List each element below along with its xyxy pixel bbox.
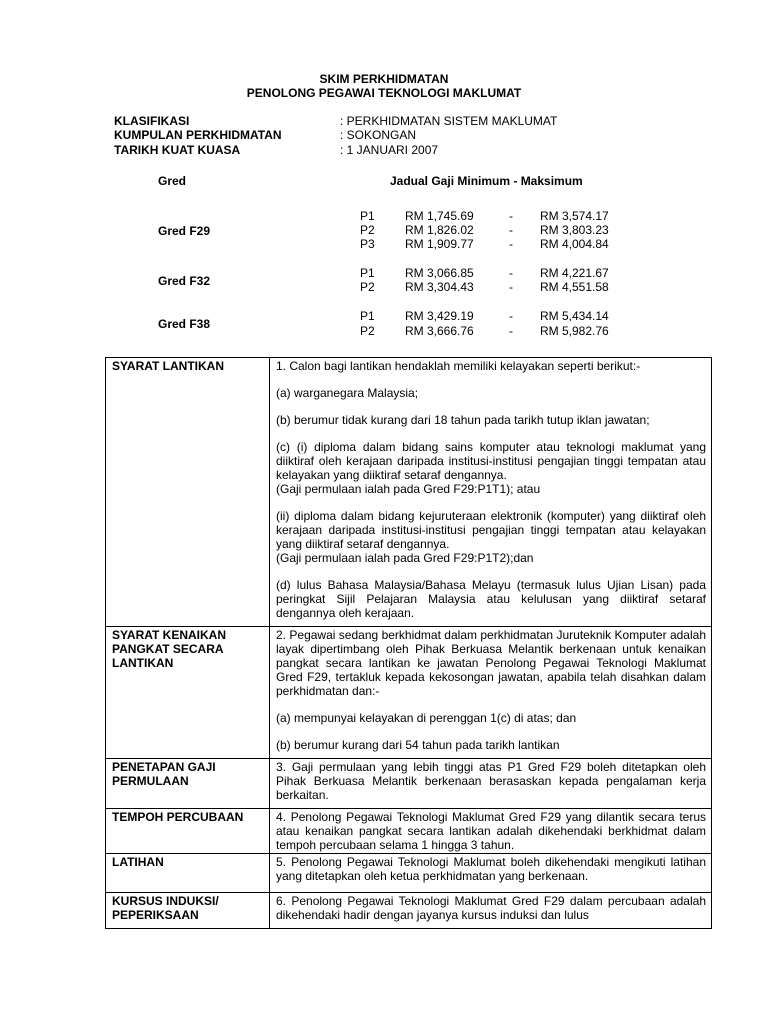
paragraph: (a) warganegara Malaysia; (276, 386, 419, 400)
salary-dash: - (509, 324, 513, 338)
salary-min: RM 1,826.02 (405, 223, 474, 237)
salary-max: RM 3,574.17 (540, 209, 609, 223)
label-kenaikan-pangkat (106, 627, 270, 759)
salary-min: RM 3,304.43 (405, 280, 474, 294)
salary-level: P2 (360, 280, 375, 294)
label-line: SYARAT KENAIKAN (112, 628, 227, 642)
salary-max: RM 4,004.84 (540, 237, 609, 251)
salary-level: P2 (360, 324, 375, 338)
content-tempoh-percubaan: 4. Penolong Pegawai Teknologi Maklumat Gred F29 yang dilantik secara terus atau kenaikan pangkat secara lantikan adalah dikehendaki berkhidmat dalam tempoh percubaan selama 1 hingga 3 tahun. (270, 809, 712, 854)
salary-level: P1 (360, 209, 375, 223)
grade-name: Gred F29 (158, 224, 211, 238)
label-line: PEPERIKSAAN (112, 908, 199, 922)
label-penetapan-gaji (106, 759, 270, 809)
paragraph: (b) berumur tidak kurang dari 18 tahun pada tarikh tutup iklan jawatan; (276, 413, 650, 427)
salary-max: RM 4,221.67 (540, 266, 609, 280)
salary-max: RM 4,551.58 (540, 280, 609, 294)
salary-min: RM 3,429.19 (405, 309, 474, 323)
paragraph: 2. Pegawai sedang berkhidmat dalam perkhidmatan Juruteknik Komputer adalah layak dipertimbang oleh Pihak Berkuasa Melantik berkenaan untuk kenaikan pangkat secara lantikan ke jawatan Penolong Pegawai Teknologi Maklumat Gred F29, tertakluk kepada kekosongan jawatan, apabila telah disahkan dalam perkhidmatan dan:- (276, 628, 706, 698)
doc-title-line2: PENOLONG PEGAWAI TEKNOLOGI MAKLUMAT (246, 86, 522, 100)
row-penetapan-gaji (106, 759, 712, 809)
meta-label-kumpulan: KUMPULAN PERKHIDMATAN (114, 128, 282, 142)
salary-dash: - (509, 223, 513, 237)
row-tempoh-percubaan (106, 809, 712, 854)
label-line: PANGKAT SECARA (112, 642, 224, 656)
salary-level: P2 (360, 223, 375, 237)
content-syarat-lantikan (270, 358, 712, 627)
paragraph: (Gaji permulaan ialah pada Gred F29:P1T1); atau (276, 482, 541, 496)
grade-name: Gred F38 (158, 317, 211, 331)
grade-name: Gred F32 (158, 274, 211, 288)
salary-max: RM 5,434.14 (540, 309, 609, 323)
salary-min: RM 3,666.76 (405, 324, 474, 338)
meta-value-kumpulan: : SOKONGAN (340, 128, 417, 142)
paragraph: (ii) diploma dalam bidang kejuruteraan elektronik (komputer) yang diiktiraf oleh kerajaan daripada institusi-institusi pengajian tinggi tempatan atau kelayakan yang diiktiraf setaraf dengannya. (276, 509, 706, 551)
salary-level: P1 (360, 266, 375, 280)
row-kursus-induksi (106, 893, 712, 929)
label-line: PERMULAAN (112, 774, 189, 788)
meta-value-tarikh: : 1 JANUARI 2007 (340, 143, 439, 157)
salary-min: RM 1,745.69 (405, 209, 474, 223)
paragraph: (a) mempunyai kelayakan di perenggan 1(c) di atas; dan (276, 711, 577, 725)
salary-dash: - (509, 209, 513, 223)
label-line: LANTIKAN (112, 656, 174, 670)
label-line: KURSUS INDUKSI/ (112, 894, 219, 908)
paragraph: (Gaji permulaan ialah pada Gred F29:P1T2);dan (276, 551, 534, 565)
label-tempoh-percubaan: TEMPOH PERCUBAAN (106, 809, 270, 854)
requirements-table (105, 357, 712, 929)
content-penetapan-gaji: 3. Gaji permulaan yang lebih tinggi atas P1 Gred F29 boleh ditetapkan oleh Pihak Berkuasa Melantik berkenaan berasaskan kepada pengalaman kerja berkaitan. (270, 759, 712, 809)
salary-max: RM 5,982.76 (540, 324, 609, 338)
salary-col-jadual: Jadual Gaji Minimum - Maksimum (390, 174, 583, 188)
salary-level: P3 (360, 237, 375, 251)
paragraph: 1. Calon bagi lantikan hendaklah memiliki kelayakan seperti berikut:- (276, 359, 641, 373)
label-kursus-induksi (106, 893, 270, 929)
label-latihan: LATIHAN (106, 854, 270, 893)
meta-value-klasifikasi: : PERKHIDMATAN SISTEM MAKLUMAT (340, 114, 558, 128)
salary-min: RM 3,066.85 (405, 266, 474, 280)
salary-min: RM 1,909.77 (405, 237, 474, 251)
content-kenaikan-pangkat (270, 627, 712, 759)
paragraph: (d) lulus Bahasa Malaysia/Bahasa Melayu (termasuk lulus Ujian Lisan) pada peringkat Sijil Pelajaran Malaysia atau kelulusan yang diiktiraf setaraf dengannya oleh kerajaan. (276, 578, 706, 620)
salary-dash: - (509, 309, 513, 323)
meta-label-klasifikasi: KLASIFIKASI (114, 114, 190, 128)
row-kenaikan-pangkat (106, 627, 712, 759)
salary-dash: - (509, 266, 513, 280)
salary-max: RM 3,803.23 (540, 223, 609, 237)
label-line: PENETAPAN GAJI (112, 760, 216, 774)
doc-title-line1: SKIM PERKHIDMATAN (319, 72, 449, 86)
content-kursus-induksi: 6. Penolong Pegawai Teknologi Maklumat Gred F29 dalam percubaan adalah dikehendaki hadir dengan jayanya kursus induksi dan lulus (270, 893, 712, 929)
row-latihan (106, 854, 712, 893)
salary-level: P1 (360, 309, 375, 323)
salary-col-gred: Gred (158, 174, 187, 188)
row-syarat-lantikan (106, 358, 712, 627)
content-latihan: 5. Penolong Pegawai Teknologi Maklumat boleh dikehendaki mengikuti latihan yang ditetapkan oleh ketua perkhidmatan yang berkenaan. (270, 854, 712, 893)
paragraph: (b) berumur kurang dari 54 tahun pada tarikh lantikan (276, 738, 560, 752)
salary-dash: - (509, 237, 513, 251)
paragraph: (c) (i) diploma dalam bidang sains komputer atau teknologi maklumat yang diiktiraf oleh kerajaan daripada institusi-institusi pengajian tinggi tempatan atau kelayakan yang diiktiraf setaraf dengannya. (276, 440, 706, 482)
salary-dash: - (509, 280, 513, 294)
meta-label-tarikh: TARIKH KUAT KUASA (114, 143, 241, 157)
label-syarat-lantikan: SYARAT LANTIKAN (106, 358, 270, 627)
